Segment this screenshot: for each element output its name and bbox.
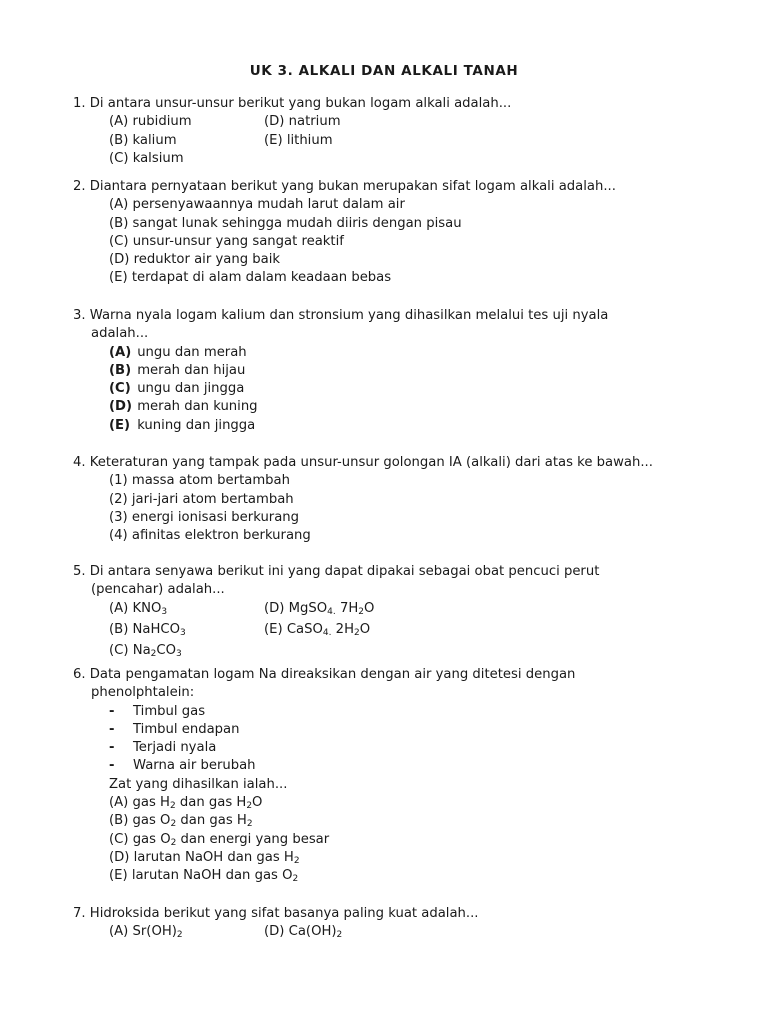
question-4 (73, 454, 695, 545)
option-text: merah dan hijau (137, 362, 246, 378)
question-6 (73, 666, 695, 886)
option-b: (B) kalium (109, 132, 177, 148)
option-d: (D) larutan NaOH dan gas $H_2$ (109, 849, 300, 866)
option-label: (C) (109, 381, 131, 397)
option-b: (B) NaHCO$_3$ (109, 621, 186, 638)
option-label: (E) (109, 417, 131, 433)
option-b (109, 362, 695, 380)
option-d (109, 398, 695, 416)
option-e: (E) CaSO$_4$. $2H_2O$ (264, 621, 371, 638)
observation-item: - Timbul endapan (109, 721, 240, 737)
question-5-stem-line2: (pencahar) adalah... (91, 582, 225, 598)
option-label: (D) (109, 399, 133, 415)
question-4-stem: 4. Keteraturan yang tampak pada unsur-unsur golongan IA (alkali) dari atas ke bawah... (73, 455, 653, 470)
question-3-options (109, 344, 695, 435)
question-3 (73, 307, 695, 435)
statement-3: (3) energi ionisasi berkurang (109, 509, 300, 525)
option-e: (E) terdapat di alam dalam keadaan bebas (109, 270, 392, 286)
option-a (109, 344, 695, 362)
option-text: ungu dan merah (137, 344, 247, 360)
option-d: (D) $Ca(OH)_2$ (264, 924, 343, 941)
question-2 (73, 178, 695, 288)
question-2-options (109, 196, 695, 287)
question-1 (73, 95, 695, 168)
observation-item: - Warna air berubah (109, 758, 256, 774)
question-2-stem: 2. Diantara pernyataan berikut yang bukan merupakan sifat logam alkali adalah... (73, 179, 616, 194)
option-label: (A) (109, 344, 132, 360)
question-1-stem: 1. Di antara unsur-unsur berikut yang bukan logam alkali adalah... (73, 96, 512, 111)
option-d: (D) MgSO$_4$. $7H_2O$ (264, 600, 375, 617)
option-c: (C) kalsium (109, 150, 184, 166)
statement-2: (2) jari-jari atom bertambah (109, 491, 294, 507)
option-b: (B) gas $O_2$ dan gas $H_2$ (109, 813, 253, 830)
option-label: (B) (109, 362, 132, 378)
question-1-options (109, 113, 695, 168)
option-c (109, 380, 695, 398)
question-7-stem: 7. Hidroksida berikut yang sifat basanya paling kuat adalah... (73, 906, 479, 921)
question-7-options (109, 923, 695, 941)
page-title: UK 3. ALKALI DAN ALKALI TANAH (249, 63, 519, 79)
question-6-stem-line2: phenolphtalein: (91, 685, 195, 701)
question-5-stem-line1: 5. Di antara senyawa berikut ini yang dapat dipakai sebagai obat pencuci perut (73, 564, 600, 579)
observation-item: - Timbul gas (109, 703, 206, 719)
question-6-prompt: Zat yang dihasilkan ialah... (109, 776, 288, 792)
statement-4: (4) afinitas elektron berkurang (109, 528, 311, 544)
question-3-stem-line1: 3. Warna nyala logam kalium dan stronsium yang dihasilkan melalui tes uji nyala (73, 308, 609, 323)
option-e (109, 417, 695, 435)
option-c: (C) $Na_2CO_3$ (109, 643, 182, 660)
option-d: (D) natrium (264, 114, 341, 130)
option-e: (E) larutan NaOH dan gas $O_2$ (109, 868, 299, 885)
question-7 (73, 905, 695, 942)
option-text: ungu dan jingga (137, 381, 245, 397)
option-a: (A) gas $H_2$ dan gas $H_2O$ (109, 795, 263, 812)
observation-list (109, 703, 695, 776)
option-c: (C) unsur-unsur yang sangat reaktif (109, 233, 344, 249)
option-a: (A) $KNO_3$ (109, 600, 168, 617)
option-b: (B) sangat lunak sehingga mudah diiris dengan pisau (109, 215, 462, 231)
observation-item: - Terjadi nyala (109, 740, 217, 756)
question-5-options (109, 600, 695, 661)
option-text: merah dan kuning (137, 399, 258, 415)
question-5 (73, 563, 695, 660)
option-d: (D) reduktor air yang baik (109, 252, 281, 268)
question-6-options (109, 794, 695, 885)
option-text: kuning dan jingga (137, 417, 256, 433)
statement-1: (1) massa atom bertambah (109, 473, 290, 489)
option-a: (A) rubidium (109, 114, 192, 130)
option-c: (C) gas $O_2$ dan energi yang besar (109, 831, 330, 848)
question-6-stem-line1: 6. Data pengamatan logam Na direaksikan dengan air yang ditetesi dengan (73, 667, 576, 682)
question-4-items (109, 472, 695, 545)
question-3-stem-line2: adalah... (91, 326, 149, 342)
option-e: (E) lithium (264, 132, 333, 148)
option-a: (A) persenyawaannya mudah larut dalam air (109, 197, 405, 213)
option-a: (A) $Sr(OH)_2$ (109, 924, 183, 941)
